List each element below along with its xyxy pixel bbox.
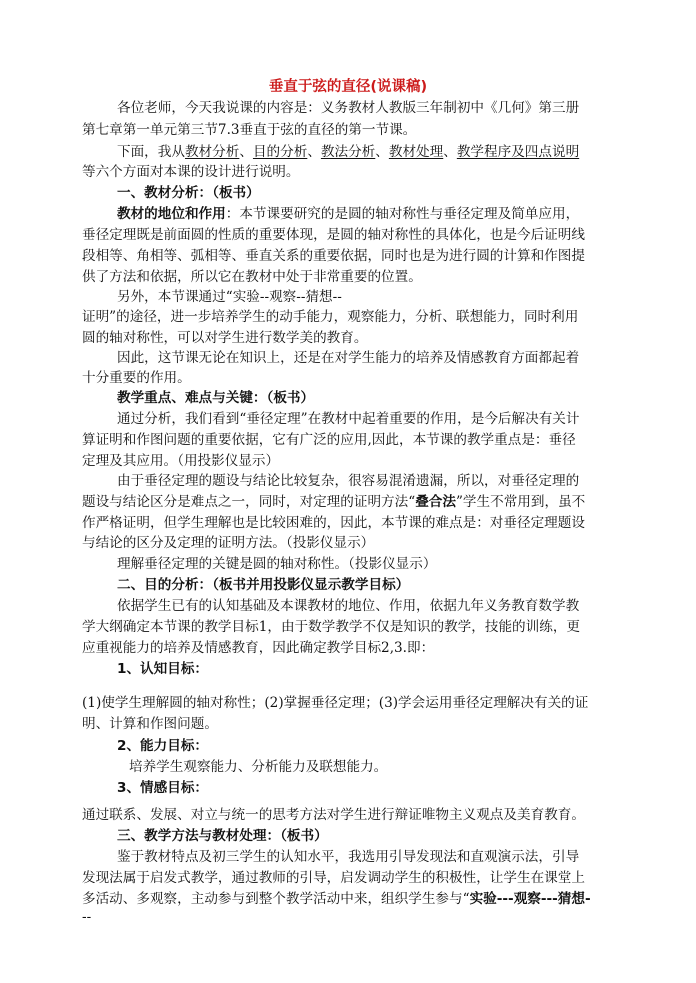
section-heading-1: 一、教材分析：（板书）	[117, 185, 260, 201]
paragraph-line: 十分重要的作用。	[82, 370, 191, 386]
crux-line: 理解垂径定理的关键是圆的轴对称性。（投影仪显示）	[117, 556, 437, 572]
paragraph-text: 多活动、多观察，主动参与到整个教学活动中来，组织学生参与“	[82, 891, 470, 907]
inquiry-steps-term: 实验---观察---猜想-	[469, 891, 591, 907]
paragraph-line: 发现法属于启发式教学，通过教师的引导，启发调动学生的积极性，让学生在课堂上	[82, 870, 585, 886]
paragraph-line: 学大纲确定本节课的教学目标1，由于数学教学不仅是知识的教学，技能的训练，更	[82, 619, 581, 635]
paragraph-line: 应重视能力的培养及情感教育，因此确定教学目标2,3.即：	[82, 640, 435, 656]
key-points-line: 算证明和作图问题的重要依据，它有广泛的应用,因此，本节课的教学重点是：垂径	[82, 432, 576, 448]
paragraph-line: 依据学生已有的认知基础及本课教材的地位、作用，依据九年义务教育数学教	[117, 598, 580, 614]
paragraph-line: 证明”的途径，进一步培养学生的动手能力，观察能力，分析、联想能力，同时利用	[82, 309, 579, 325]
outline-link-objective-analysis[interactable]: 目的分析	[252, 144, 308, 160]
separator: 、	[443, 144, 457, 160]
key-points-line: 通过分析，我们看到“垂径定理”在教材中起着重要的作用，是今后解决有关计	[117, 411, 580, 427]
status-line: 垂径定理既是前面圆的性质的重要体现，是圆的轴对称性的具体化，也是今后证明线	[82, 227, 585, 243]
key-points-line: 定理及其应用。（用投影仪显示）	[82, 453, 280, 469]
difficulty-text: 题设与结论区分是难点之一，同时，对定理的证明方法“	[82, 494, 416, 510]
status-line: 段相等、角相等、弧相等、垂直关系的重要依据，同时也是为进行圆的计算和作图提	[82, 248, 585, 264]
goal-line: 通过联系、发展、对立与统一的思考方法对学生进行辩证唯物主义观点及美育教育。	[82, 807, 585, 823]
goal-line: (1)使学生理解圆的轴对称性；(2)掌握垂径定理；(3)学会运用垂径定理解决有关的证	[82, 695, 589, 711]
separator: 、	[307, 144, 321, 160]
status-line: 供了方法和依据，所以它在教材中处于非常重要的位置。	[82, 269, 422, 285]
separator: 、	[239, 144, 253, 160]
status-label: 教材的地位和作用	[117, 206, 226, 222]
paragraph-line: --	[82, 909, 92, 925]
difficulty-line: 作严格证明，但学生理解也是比较困难的，因此，本节课的难点是：对垂径定理题设	[82, 515, 585, 531]
difficulty-line: 由于垂径定理的题设与结论比较复杂，很容易混淆遗漏，所以，对垂径定理的	[117, 473, 580, 489]
paragraph-line: 鉴于教材特点及初三学生的认知水平，我选用引导发现法和直观演示法，引导	[117, 849, 580, 865]
section-heading-3: 三、教学方法与教材处理：（板书）	[117, 828, 328, 844]
intro-line: 等六个方面对本课的设计进行说明。	[82, 164, 300, 180]
outline-line	[117, 143, 579, 161]
outline-link-method-analysis[interactable]: 教法分析	[320, 144, 376, 160]
section-heading-2: 二、目的分析：（板书并用投影仪显示教学目标）	[117, 577, 410, 593]
outline-link-textbook-analysis[interactable]: 教材分析	[184, 144, 240, 160]
goal-line: 明、计算和作图问题。	[82, 716, 218, 732]
intro-line: 第七章第一单元第三节7.3垂直于弦的直径的第一节课。	[82, 122, 417, 138]
outline-lead: 下面，我从	[117, 144, 185, 160]
difficulty-line: 与结论的区分及定理的证明方法。（投影仪显示）	[82, 535, 375, 551]
goal-line: 培养学生观察能力、分析能力及联想能力。	[129, 759, 388, 775]
paragraph-line	[82, 890, 591, 908]
emotion-goal-heading: 3、情感目标：	[117, 780, 209, 796]
overlap-method-term: 叠合法	[415, 494, 456, 510]
intro-line: 各位老师，今天我说课的内容是：义务教材人教版三年制初中《几何》第三册	[117, 100, 580, 116]
paragraph-line: 另外，本节课通过“实验--观察--猜想--	[117, 289, 342, 305]
paragraph-line: 因此，这节课无论在知识上，还是在对学生能力的培养及情感教育方面都起着	[117, 350, 580, 366]
status-line	[117, 205, 579, 223]
document-title: 垂直于弦的直径(说课稿)	[268, 79, 428, 95]
status-text: ：本节课要研究的是圆的轴对称性与垂径定理及简单应用，	[225, 206, 580, 222]
cognitive-goal-heading: 1、认知目标：	[117, 661, 209, 677]
separator: 、	[375, 144, 389, 160]
difficulty-line	[82, 493, 585, 511]
ability-goal-heading: 2、能力目标：	[117, 738, 209, 754]
key-points-heading: 教学重点、难点与关键：（板书）	[117, 390, 315, 406]
outline-link-teaching-procedure[interactable]: 教学程序及四点说明	[456, 144, 580, 160]
difficulty-text: ”学生不常用到，虽不	[455, 494, 586, 510]
paragraph-line: 圆的轴对称性，可以对学生进行数学美的教育。	[82, 330, 368, 346]
outline-link-textbook-handling[interactable]: 教材处理	[388, 144, 444, 160]
